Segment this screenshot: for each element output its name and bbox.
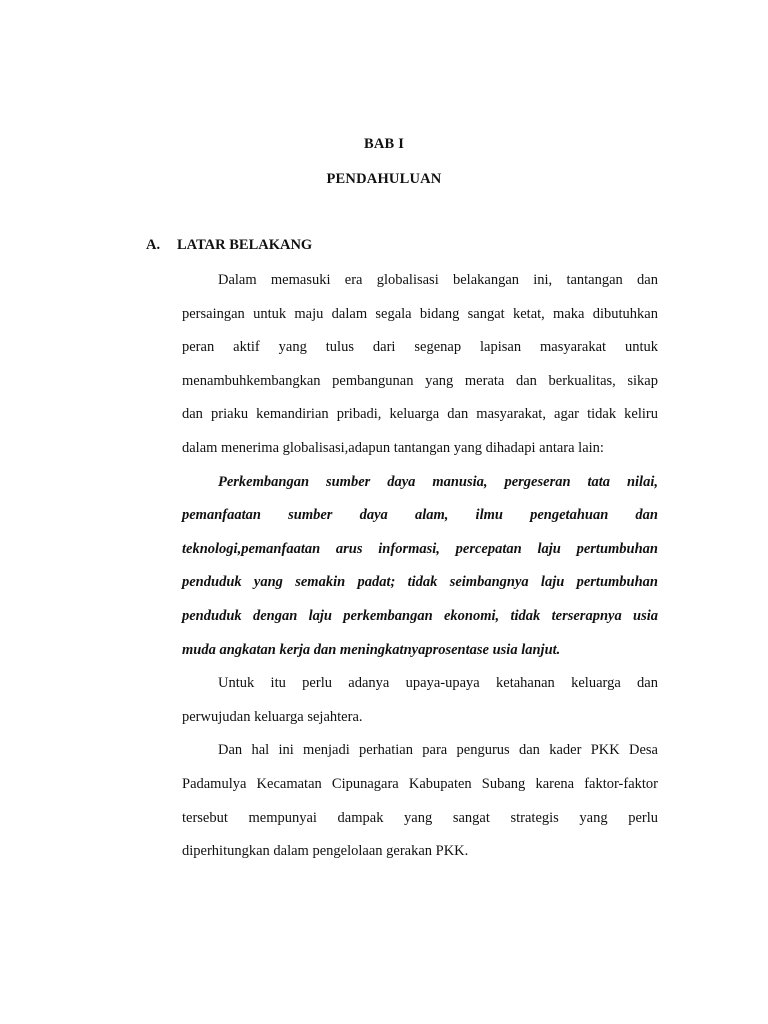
paragraph-line: diperhitungkan dalam pengelolaan gerakan PKK. <box>182 843 469 860</box>
emphasis-line: Perkembangan sumber daya manusia, pergeseran tata nilai, <box>218 473 658 490</box>
emphasis-line: penduduk dengan laju perkembangan ekonomi, tidak terserapnya usia <box>182 607 658 624</box>
paragraph-line: menambuhkembangkan pembangunan yang merata dan berkualitas, sikap <box>182 372 658 389</box>
paragraph-line: Untuk itu perlu adanya upaya-upaya ketahanan keluarga dan <box>218 675 658 692</box>
paragraph-line: Dan hal ini menjadi perhatian para pengurus dan kader PKK Desa <box>218 742 658 759</box>
emphasis-line: muda angkatan kerja dan meningkatnyaprosentase usia lanjut. <box>182 641 561 658</box>
paragraph-line: Padamulya Kecamatan Cipunagara Kabupaten Subang karena faktor-faktor <box>182 775 658 792</box>
chapter-number: BAB I <box>363 136 405 152</box>
paragraph-line: dan priaku kemandirian pribadi, keluarga dan masyarakat, agar tidak keliru <box>182 406 658 423</box>
chapter-title: PENDAHULUAN <box>326 171 442 187</box>
emphasis-line: pemanfaatan sumber daya alam, ilmu pengetahuan dan <box>182 507 658 524</box>
paragraph-line: dalam menerima globalisasi,adapun tantangan yang dihadapi antara lain: <box>182 439 604 456</box>
section-letter: A. <box>146 237 161 253</box>
paragraph-line: persaingan untuk maju dalam segala bidang sangat ketat, maka dibutuhkan <box>182 305 658 322</box>
paragraph-line: tersebut mempunyai dampak yang sangat strategis yang perlu <box>182 809 658 826</box>
emphasis-line: penduduk yang semakin padat; tidak seimbangnya laju pertumbuhan <box>182 574 658 591</box>
section-title: LATAR BELAKANG <box>177 237 313 253</box>
body-text <box>182 264 658 869</box>
paragraph-line: peran aktif yang tulus dari segenap lapisan masyarakat untuk <box>182 339 658 356</box>
paragraph-line: perwujudan keluarga sejahtera. <box>182 708 363 725</box>
paragraph-line: Dalam memasuki era globalisasi belakangan ini, tantangan dan <box>218 272 658 288</box>
emphasis-line: teknologi,pemanfaatan arus informasi, percepatan laju pertumbuhan <box>182 540 658 557</box>
section-heading <box>146 237 312 254</box>
